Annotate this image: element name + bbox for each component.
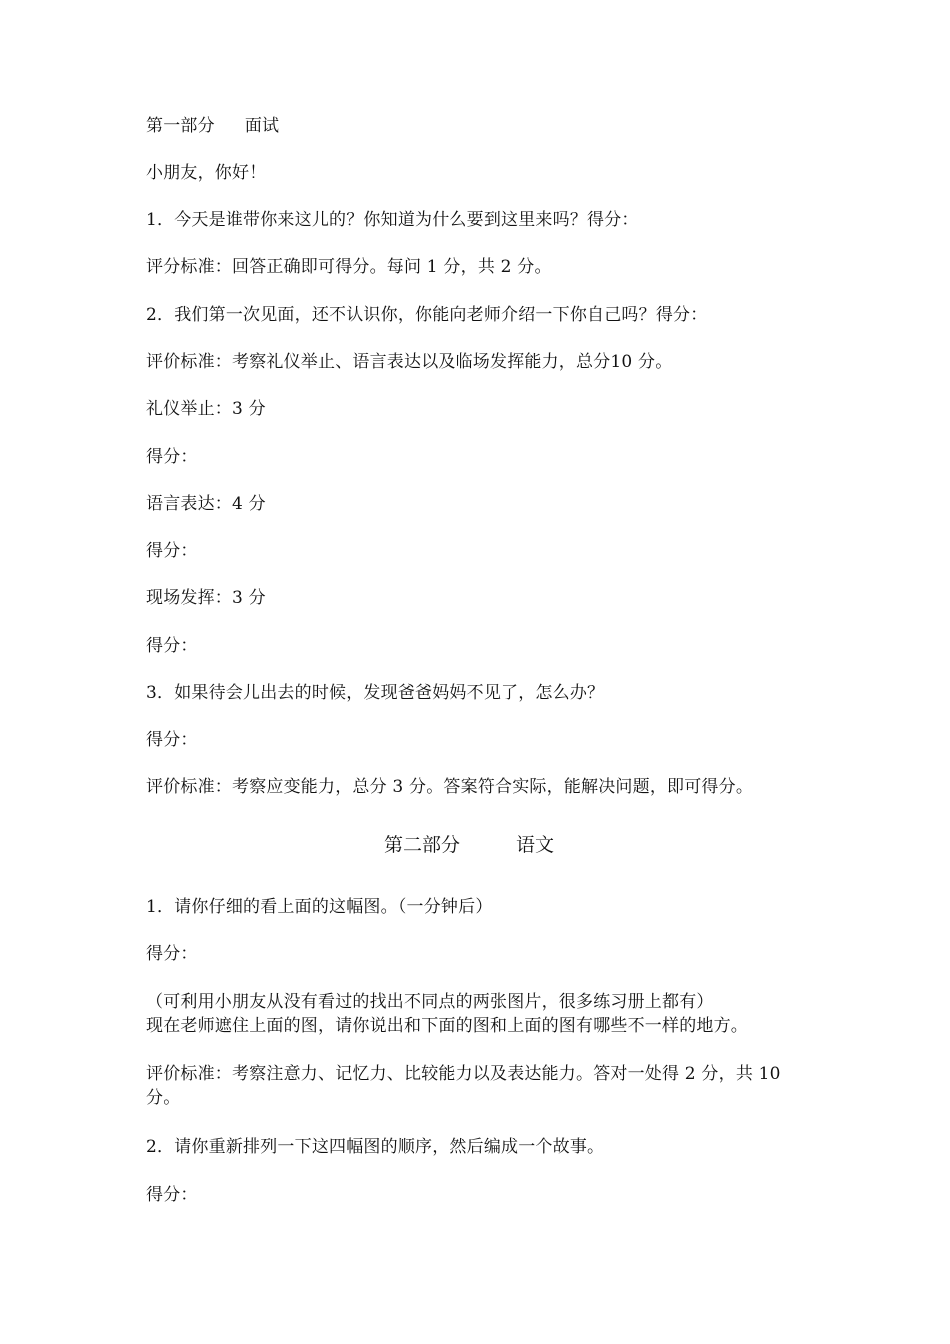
improv-score: 得分： xyxy=(146,636,198,656)
etiquette-score: 得分： xyxy=(146,447,198,467)
part2-question-2: 2．请你重新排列一下这四幅图的顺序，然后编成一个故事。 xyxy=(146,1137,605,1157)
part1-question-2: 2．我们第一次见面，还不认识你，你能向老师介绍一下你自己吗？得分： xyxy=(146,305,708,325)
part1-question-1: 1．今天是谁带你来这儿的？你知道为什么要到这里来吗？得分： xyxy=(146,210,639,230)
part1-question-2-criteria: 评价标准：考察礼仪举止、语言表达以及临场发挥能力，总分10 分。 xyxy=(146,352,673,372)
part1-question-3-criteria: 评价标准：考察应变能力，总分 3 分。答案符合实际，能解决问题，即可得分。 xyxy=(146,777,754,797)
improv-points: 现场发挥：3 分 xyxy=(146,588,266,608)
part2-question-1-instruction: 现在老师遮住上面的图，请你说出和下面的图和上面的图有哪些不一样的地方。 xyxy=(146,1016,748,1036)
part2-question-1-score: 得分： xyxy=(146,944,198,964)
expression-points: 语言表达：4 分 xyxy=(146,494,266,514)
etiquette-points: 礼仪举止：3 分 xyxy=(146,399,266,419)
part2-title-number: 第二部分 xyxy=(384,834,461,856)
part1-heading xyxy=(146,115,826,137)
part2-question-1-note: （可利用小朋友从没有看过的找出不同点的两张图片，很多练习册上都有） xyxy=(146,992,714,1012)
part2-title-subject: 语文 xyxy=(516,834,555,856)
part2-question-2-score: 得分： xyxy=(146,1185,198,1205)
part2-heading xyxy=(384,832,554,858)
part1-question-1-criteria: 评分标准：回答正确即可得分。每问 1 分，共 2 分。 xyxy=(146,257,552,277)
part1-question-3-score: 得分： xyxy=(146,730,198,750)
part2-question-1-criteria: 评价标准：考察注意力、记忆力、比较能力以及表达能力。答对一处得 2 分，共 10 分。 xyxy=(146,1064,781,1108)
part1-title-subject: 面试 xyxy=(244,116,280,136)
part1-question-3: 3．如果待会儿出去的时候，发现爸爸妈妈不见了，怎么办？ xyxy=(146,683,605,703)
greeting: 小朋友，你好！ xyxy=(146,163,267,183)
expression-score: 得分： xyxy=(146,541,198,561)
part2-question-1: 1．请你仔细的看上面的这幅图。（一分钟后） xyxy=(146,897,493,917)
part1-title-number: 第一部分 xyxy=(146,116,215,136)
